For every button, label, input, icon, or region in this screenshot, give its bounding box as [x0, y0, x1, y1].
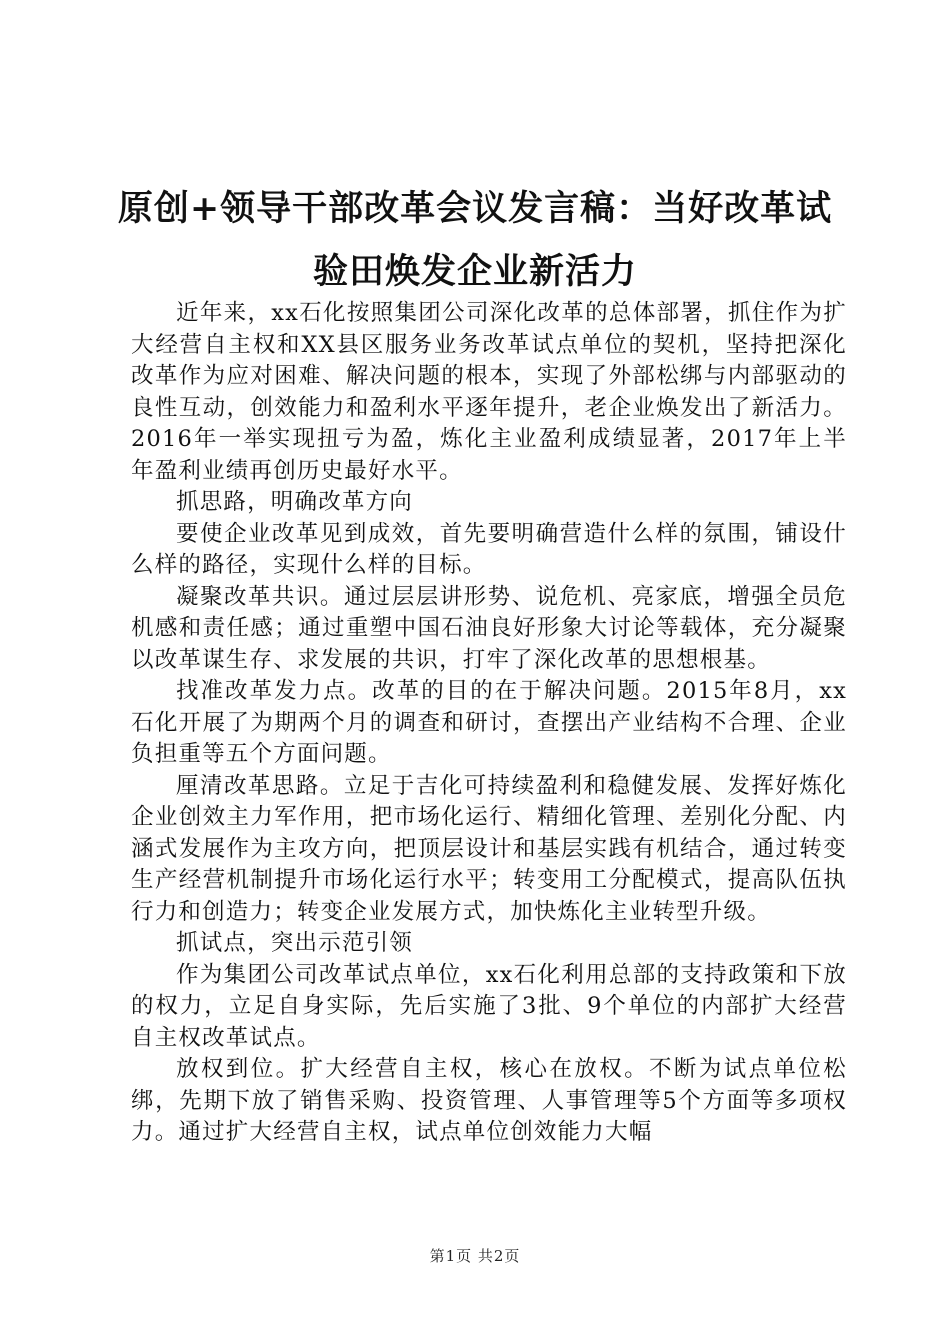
paragraph: 要使企业改革见到成效，首先要明确营造什么样的氛围，铺设什么样的路径，实现什么样的目标。	[131, 520, 847, 578]
paragraph: 放权到位。扩大经营自主权，核心在放权。不断为试点单位松绑，先期下放了销售采购、投资管理、人事管理等5个方面等多项权力。通过扩大经营自主权，试点单位创效能力大幅	[131, 1056, 847, 1145]
paragraph: 凝聚改革共识。通过层层讲形势、说危机、亮家底，增强全员危机感和责任感；通过重塑中国石油良好形象大讨论等载体，充分凝聚以改革谋生存、求发展的共识，打牢了深化改革的思想根基。	[131, 583, 847, 673]
paragraph-intro: 近年来，xx石化按照集团公司深化改革的总体部署，抓住作为扩大经营自主权和XX县区服务业务改革试点单位的契机，坚持把深化改革作为应对困难、解决问题的根本，实现了外部松绑与内部驱动的良性互动，创效能力和盈利水平逐年提升，老企业焕发出了新活力。2016年一举实现扭亏为盈，炼化主业盈利成绩显著，2017年上半年盈利业绩再创历史最好水平。	[131, 300, 847, 484]
page-footer: 第1页 共2页	[429, 1247, 521, 1265]
document-title-line-2: 验田焕发企业新活力	[312, 251, 637, 292]
section-heading-1: 抓思路，明确改革方向	[176, 489, 414, 515]
document-body	[131, 298, 847, 1149]
section-heading-2: 抓试点，突出示范引领	[176, 930, 414, 956]
paragraph: 厘清改革思路。立足于吉化可持续盈利和稳健发展、发挥好炼化企业创效主力军作用，把市场化运行、精细化管理、差别化分配、内涵式发展作为主攻方向，把顶层设计和基层实践有机结合，通过转变生产经营机制提升市场化运行水平；转变用工分配模式，提高队伍执行力和创造力；转变企业发展方式，加快炼化主业转型升级。	[131, 772, 847, 925]
document-title-line-1: 原创+领导干部改革会议发言稿：当好改革试	[117, 188, 833, 229]
paragraph: 找准改革发力点。改革的目的在于解决问题。2015年8月，xx石化开展了为期两个月的调查和研讨，查摆出产业结构不合理、企业负担重等五个方面问题。	[131, 678, 847, 767]
paragraph: 作为集团公司改革试点单位，xx石化利用总部的支持政策和下放的权力，立足自身实际，先后实施了3批、9个单位的内部扩大经营自主权改革试点。	[131, 961, 847, 1051]
